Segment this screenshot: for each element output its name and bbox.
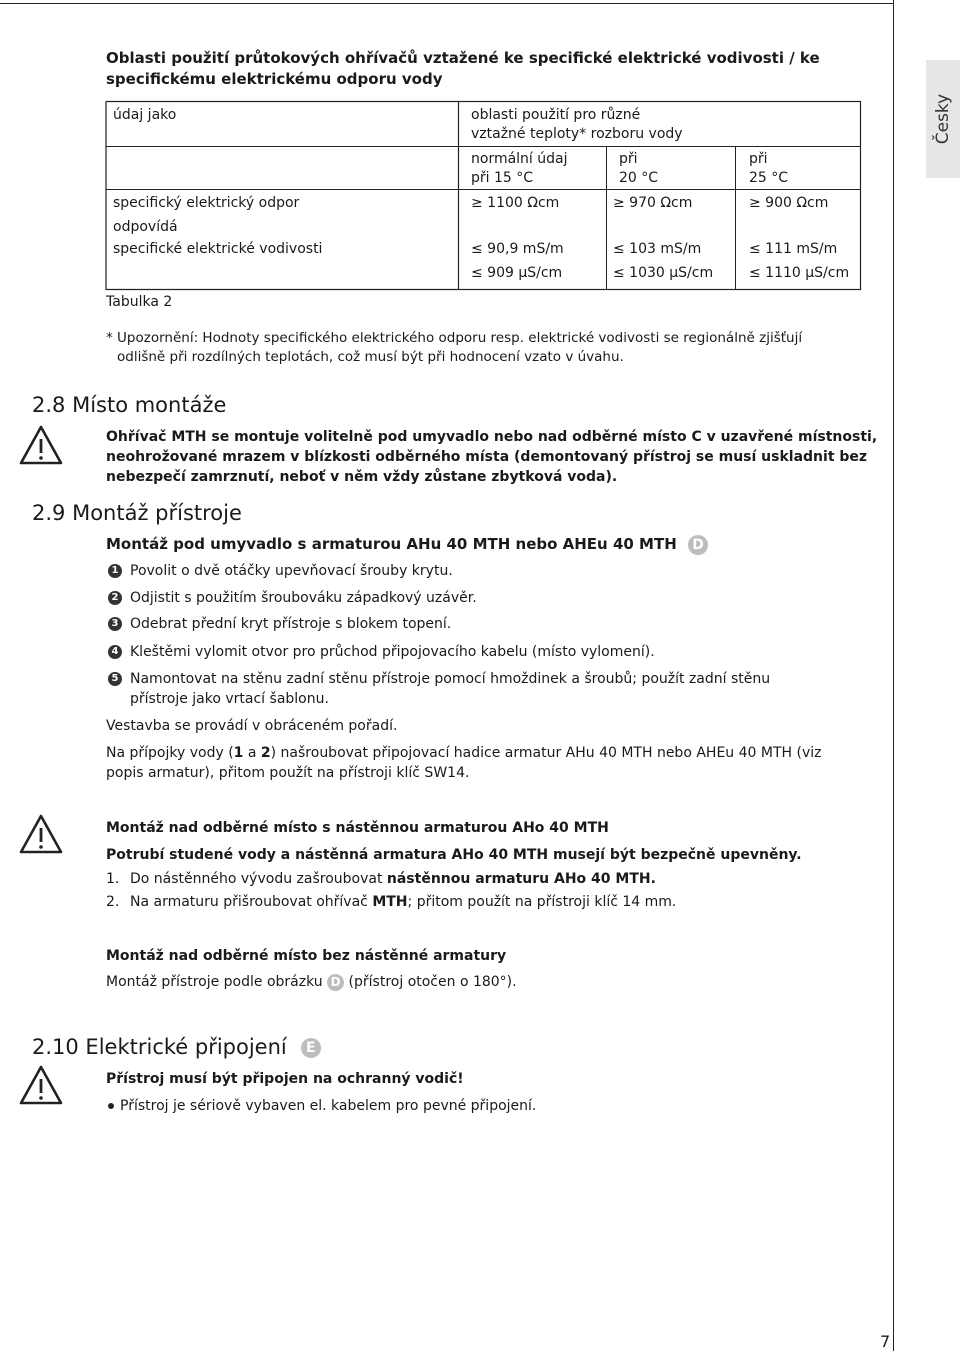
step-5-text: Namontovat na stěnu zadní stěnu přístroje pomocí hmoždinek a šroubů; použít zadní stěnu: [130, 671, 771, 687]
table-row3-20: ≤ 103 mS/m: [613, 241, 702, 257]
subsection-3-text: [106, 972, 517, 992]
table-row3-25: ≤ 111 mS/m: [749, 241, 838, 257]
subsection-2-warning: Potrubí studené vody a nástěnná armatura AHo 40 MTH musejí být bezpečně upevněny.: [106, 847, 802, 863]
subsection-2-title: Montáž nad odběrné místo s nástěnnou armaturou AHo 40 MTH: [106, 820, 609, 836]
subsection-3-title: Montáž nad odběrné místo bez nástěnné armatury: [106, 948, 507, 964]
table-sub-25-line2: 25 °C: [749, 170, 789, 186]
table-caption: Tabulka 2: [106, 294, 173, 310]
warning-icon: [18, 1064, 64, 1106]
subsection-3-text-a: Montáž přístroje podle obrázku: [106, 974, 328, 990]
table-row1-label: specifický elektrický odpor: [113, 195, 300, 211]
list-1-text-b: nástěnnou armaturu AHo 40 MTH.: [386, 871, 656, 887]
bullet-dot: [108, 1103, 114, 1109]
subsection-1-title-text: Montáž pod umyvadlo s armaturou AHu 40 MTH nebo AHEu 40 MTH: [106, 535, 677, 553]
paragraph-connection-part-a: Na přípojky vody (: [106, 745, 234, 761]
heading-2-10-text: 2.10 Elektrické připojení: [32, 1035, 287, 1059]
step-1-number: 1: [108, 564, 122, 578]
table-row4-20: ≤ 1030 μS/cm: [613, 265, 714, 281]
list-2-text-a: Na armaturu přišroubovat ohřívač: [130, 894, 373, 910]
heading-2-10: [32, 1034, 321, 1060]
subsection-1-title: [106, 534, 708, 555]
paragraph-connection-part-and: a: [243, 745, 261, 761]
table-row2-label: odpovídá: [113, 219, 178, 235]
list-2-text: [130, 892, 676, 912]
table-footnote-line1: * Upozornění: Hodnoty specifického elektrického odporu resp. elektrické vodivosti se regionálně zjišťují: [106, 330, 803, 346]
table-sub-25-line1: při: [749, 151, 768, 167]
section-2-8-warning-line3: nebezpečí zamrznutí, neboť v něm vždy zůstane zbytková voda).: [106, 469, 618, 485]
paragraph-connection-line1: [106, 743, 821, 763]
table-row4-25: ≤ 1110 μS/cm: [749, 265, 850, 281]
paragraph-connection-line2: popis armatur), přitom použít na přístroji klíč SW14.: [106, 765, 470, 781]
table-row4-normal: ≤ 909 μS/cm: [471, 265, 563, 281]
step-2-number: 2: [108, 591, 122, 605]
step-3-number: 3: [108, 617, 122, 631]
step-1-text: Povolit o dvě otáčky upevňovací šrouby krytu.: [130, 563, 453, 579]
paragraph-connection-part-c: ) našroubovat připojovací hadice armatur AHu 40 MTH nebo AHEu 40 MTH (viz: [270, 745, 822, 761]
step-4-text: Kleštěmi vylomit otvor pro průchod připojovacího kabelu (místo vylomení).: [130, 644, 655, 660]
list-2-number: 2.: [106, 894, 120, 910]
step-2-text: Odjistit s použitím šroubováku západkový uzávěr.: [130, 590, 477, 606]
section-2-10-bullet: Přístroj je sériově vybaven el. kabelem pro pevné připojení.: [120, 1098, 537, 1114]
section-2-10-warning: Přístroj musí být připojen na ochranný vodič!: [106, 1071, 464, 1087]
list-1-text: [130, 869, 656, 889]
step-5-text-cont: přístroje jako vrtací šablonu.: [130, 691, 329, 707]
subsection-3-text-b: (přístroj otočen o 180°).: [344, 974, 517, 990]
step-4-number: 4: [108, 645, 122, 659]
table-row3-label: specifické elektrické vodivosti: [113, 241, 323, 257]
step-3-text: Odebrat přední kryt přístroje s blokem topení.: [130, 616, 452, 632]
figure-e-badge: E: [301, 1038, 321, 1058]
language-tab[interactable]: Česky: [926, 60, 960, 178]
heading-2-9: 2.9 Montáž přístroje: [32, 501, 242, 525]
table-sub-normal-line2: při 15 °C: [471, 170, 534, 186]
heading-2-8: 2.8 Místo montáže: [32, 393, 227, 417]
warning-icon: [18, 424, 64, 466]
section-2-8-warning-line2: neohrožované mrazem v blízkosti odběrného místa (demontovaný přístroj se musí uskladnit bez: [106, 449, 868, 465]
table-row3-normal: ≤ 90,9 mS/m: [471, 241, 564, 257]
table-row1-25: ≥ 900 Ωcm: [749, 195, 829, 211]
list-1-number: 1.: [106, 871, 120, 887]
figure-d-badge: D: [327, 974, 344, 991]
list-2-text-b: MTH: [372, 894, 408, 910]
table-header-col1: údaj jako: [113, 107, 177, 123]
connection-ref-2: 2: [260, 745, 271, 761]
page-number: 7: [880, 1332, 891, 1351]
table-row1-20: ≥ 970 Ωcm: [613, 195, 693, 211]
table-sub-20-line2: 20 °C: [619, 170, 659, 186]
table-row1-normal: ≥ 1100 Ωcm: [471, 195, 560, 211]
list-2-text-c: ; přitom použít na přístroji klíč 14 mm.: [407, 894, 677, 910]
table-sub-20-line1: při: [619, 151, 638, 167]
table-title: Oblasti použití průtokových ohřívačů vztažené ke specifické elektrické vodivosti / ke specifickému elektrickému odporu vody: [106, 49, 820, 88]
connection-ref-1: 1: [233, 745, 244, 761]
section-2-8-warning-line1: Ohřívač MTH se montuje volitelně pod umyvadlo nebo nad odběrné místo C v uzavřené místnosti,: [106, 429, 878, 445]
table-header-range-line2: vztažné teploty* rozboru vody: [471, 126, 683, 142]
table-sub-normal-line1: normální údaj: [471, 151, 568, 167]
table-header-range-line1: oblasti použití pro různé: [471, 107, 641, 123]
step-5-number: 5: [108, 672, 122, 686]
figure-d-badge: D: [688, 535, 708, 555]
paragraph-reverse: Vestavba se provádí v obráceném pořadí.: [106, 718, 398, 734]
table-footnote-line2: odlišně při rozdílných teplotách, což musí být při hodnocení vzato v úvahu.: [117, 349, 624, 365]
list-1-text-a: Do nástěnného vývodu zašroubovat: [130, 871, 387, 887]
warning-icon: [18, 813, 64, 855]
